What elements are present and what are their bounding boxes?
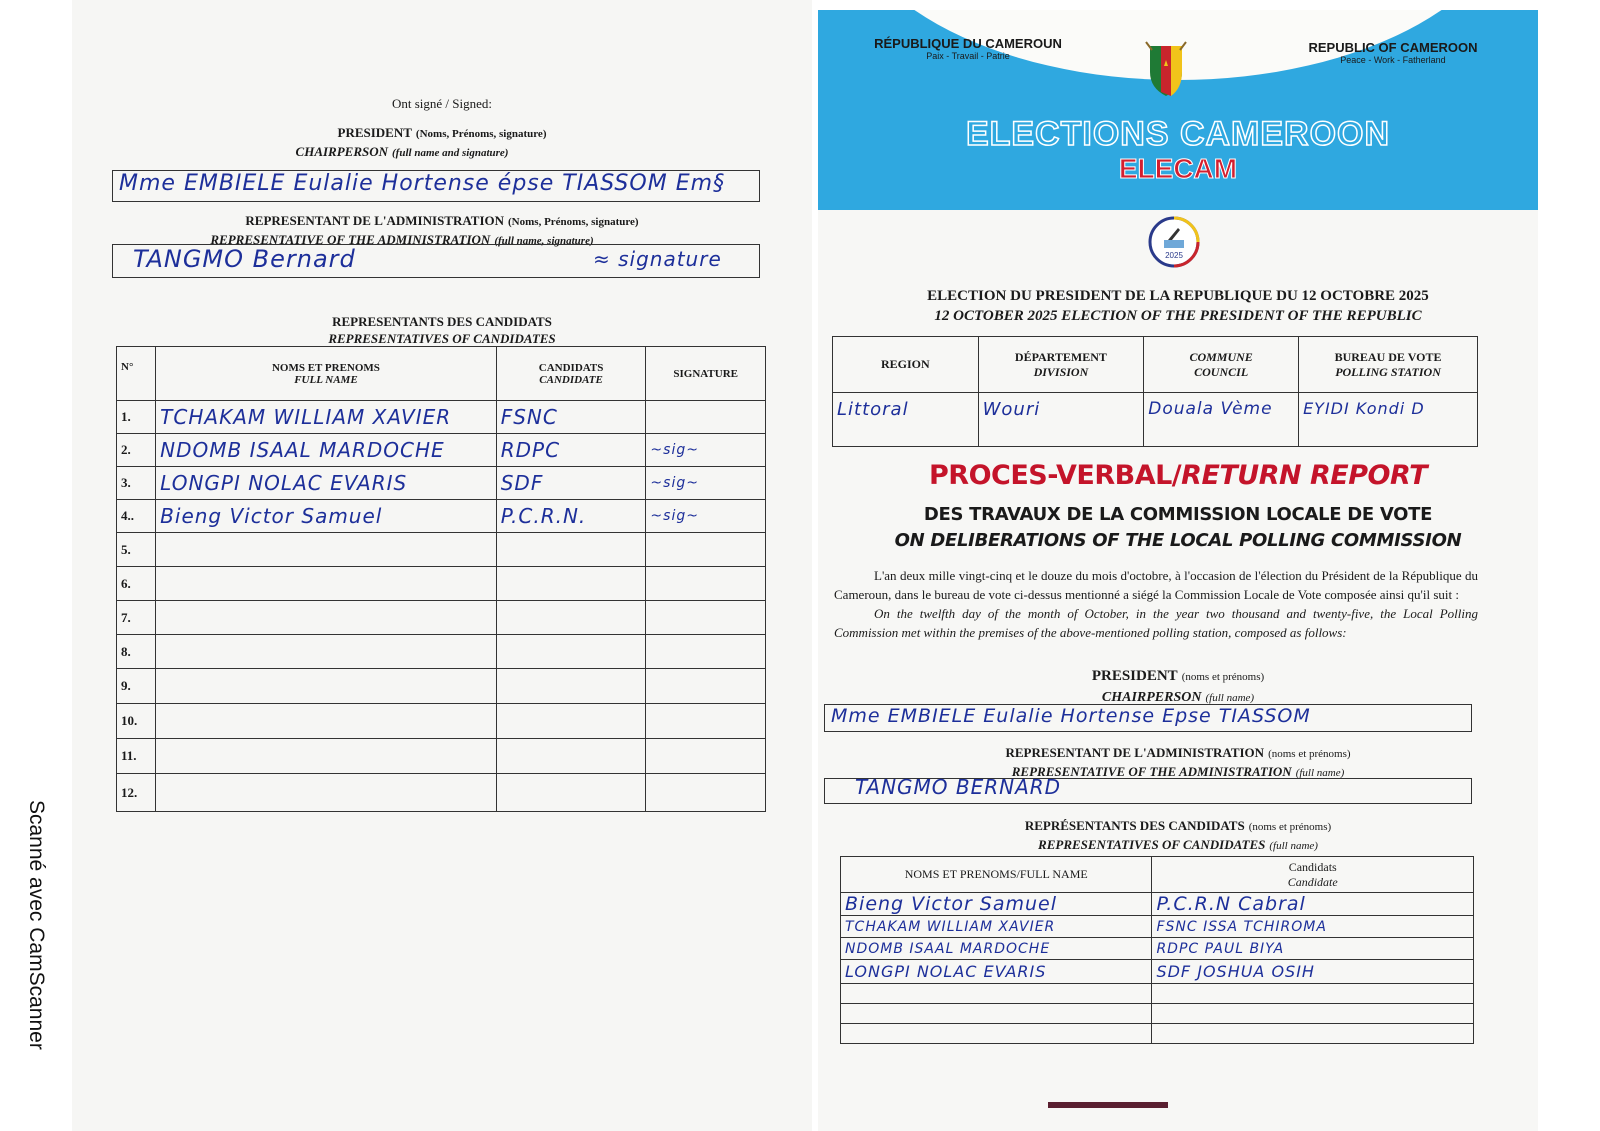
republic-en: REPUBLIC OF CAMEROON Peace - Work - Fatherland — [1308, 40, 1478, 65]
admin-rep-label: REPRESENTANT DE L'ADMINISTRATION (noms et prénoms) REPRESENTATIVE OF THE ADMINISTRATION (full name) — [1005, 745, 1351, 779]
candidate-cell[interactable] — [496, 635, 646, 669]
candidate-cell[interactable] — [496, 601, 646, 635]
signature-cell[interactable] — [646, 635, 766, 669]
signature-cell[interactable]: ~sig~ — [646, 434, 766, 467]
rep-name-cell[interactable] — [841, 1024, 1152, 1044]
table-row: 12. — [117, 774, 766, 812]
signature-cell[interactable] — [646, 601, 766, 635]
candidate-cell[interactable] — [496, 533, 646, 567]
table-row — [841, 1024, 1474, 1044]
table-row: 5. — [117, 533, 766, 567]
signature-cell[interactable] — [646, 774, 766, 812]
signature-cell[interactable] — [646, 669, 766, 704]
org-name: ELECTIONS CAMEROON — [965, 115, 1391, 153]
signature-cell[interactable] — [646, 401, 766, 434]
report-subtitle-en: ON DELIBERATIONS OF THE LOCAL POLLING COMMISSION — [894, 530, 1462, 551]
signature-cell[interactable] — [646, 739, 766, 774]
table-row: 2. NDOMB ISAAL MARDOCHE RDPC ~sig~ — [117, 434, 766, 467]
candidate-reps-heading: REPRESENTANTS DES CANDIDATS REPRESENTATIVES OF CANDIDATES — [328, 314, 556, 346]
table-row — [841, 960, 1474, 984]
signed-heading: Ont signé / Signed: — [391, 96, 493, 111]
table-row — [841, 938, 1474, 960]
candidate-cell[interactable] — [496, 739, 646, 774]
table-row — [841, 1004, 1474, 1024]
president-label: PRESIDENT (Noms, Prénoms, signature) CHAIRPERSON (full name and signature) — [295, 125, 547, 159]
candidate-cell[interactable] — [1152, 1024, 1474, 1044]
table-row: 6. — [117, 567, 766, 601]
administration-label: REPRESENTANT DE L'ADMINISTRATION (Noms, Prénoms, signature) REPRESENTATIVE OF THE ADMINISTRATION (full name, signature) — [210, 213, 639, 247]
council-field[interactable]: Douala Vème — [1144, 393, 1299, 447]
table-row — [841, 984, 1474, 1004]
table-row — [841, 916, 1474, 938]
signature-cell[interactable] — [646, 533, 766, 567]
table-row: 1. TCHAKAM WILLIAM XAVIER FSNC — [117, 401, 766, 434]
candidate-reps-table-right — [840, 856, 1474, 1044]
page-edge-mark — [1048, 1102, 1168, 1108]
table-row: 3. LONGPI NOLAC EVARIS SDF ~sig~ — [117, 467, 766, 500]
signature-cell[interactable] — [646, 567, 766, 601]
republic-fr: RÉPUBLIQUE DU CAMEROUN Paix - Travail - Patrie — [874, 36, 1062, 61]
rep-name-cell[interactable]: NDOMB ISAAL MARDOCHE — [841, 938, 1152, 960]
candidate-cell[interactable] — [496, 774, 646, 812]
org-acronym: ELECAM — [1118, 153, 1238, 184]
candidate-cell[interactable]: FSNC ISSA TCHIROMA — [1152, 916, 1474, 938]
candidate-cell[interactable]: P.C.R.N Cabral — [1152, 893, 1474, 916]
table-row — [841, 893, 1474, 916]
candidate-cell[interactable]: SDF — [496, 467, 646, 500]
candidate-cell[interactable]: P.C.R.N. — [496, 500, 646, 533]
rep-name-cell[interactable] — [156, 774, 497, 812]
division-field[interactable]: Wouri — [978, 393, 1144, 447]
candidate-cell[interactable] — [496, 669, 646, 704]
candidate-reps-heading-right: REPRÉSENTANTS DES CANDIDATS (noms et prénoms) REPRESENTATIVES OF CANDIDATES (full name) — [1024, 818, 1332, 852]
region-field[interactable]: Littoral — [833, 393, 979, 447]
location-header-row: REGION DÉPARTEMENT DIVISION COMMUNE COUNCIL BUREAU DE VOTE POLLING STATION — [833, 337, 1478, 393]
rep-name-cell[interactable]: LONGPI NOLAC EVARIS — [841, 960, 1152, 984]
election-2025-seal-icon — [1148, 216, 1200, 268]
table-header-row: N° NOMS ET PRENOMS FULL NAME CANDIDATS CANDIDATE SIGNATURE — [117, 347, 766, 401]
report-subtitle-fr: DES TRAVAUX DE LA COMMISSION LOCALE DE VOTE — [923, 504, 1433, 525]
candidate-reps-table — [116, 346, 766, 812]
intro-paragraph: L'an deux mille vingt-cinq et le douze du mois d'octobre, à l'occasion de l'élection du Président de la République du Cameroun, dans le bureau de vote ci-dessus mentionné a siégé la Commission Locale de Vote composée ainsi qu'il suit : On the twelfth day of the month of October, in the year two thousand and twenty-five, the Local Polling Commission met within the premises of the above-mentioned polling station, composed as follows: — [834, 568, 1478, 640]
table-row: 4.. Bieng Victor Samuel P.C.R.N. ~sig~ — [117, 500, 766, 533]
report-title: PROCES-VERBAL/RETURN REPORT — [929, 460, 1427, 491]
signature-scribble: ≈ signature — [593, 247, 722, 271]
rep-name-cell[interactable] — [156, 635, 497, 669]
candidate-cell[interactable] — [496, 567, 646, 601]
rep-name-cell[interactable] — [156, 567, 497, 601]
chairperson-label: PRESIDENT (noms et prénoms) CHAIRPERSON (full name) — [1091, 668, 1265, 705]
rep-name-cell[interactable]: LONGPI NOLAC EVARIS — [156, 467, 497, 500]
location-table — [832, 336, 1478, 447]
signatures-page — [72, 0, 812, 1131]
rep-name-cell[interactable]: TCHAKAM WILLIAM XAVIER — [841, 916, 1152, 938]
rep-name-cell[interactable] — [841, 1004, 1152, 1024]
rep-name-cell[interactable] — [156, 739, 497, 774]
admin-rep-name-field[interactable]: TANGMO BERNARD — [824, 778, 1472, 804]
coat-of-arms-icon — [1144, 38, 1188, 98]
signature-cell[interactable] — [646, 704, 766, 739]
rep-name-cell[interactable] — [156, 669, 497, 704]
rep-name-cell[interactable] — [156, 533, 497, 567]
table-header-row: NOMS ET PRENOMS/FULL NAME Candidats Candidate — [841, 857, 1474, 893]
candidate-cell[interactable] — [1152, 1004, 1474, 1024]
election-title: ELECTION DU PRESIDENT DE LA REPUBLIQUE DU 12 OCTOBRE 2025 12 OCTOBER 2025 ELECTION OF THE PRESIDENT OF THE REPUBLIC — [927, 288, 1429, 324]
return-report-page — [818, 10, 1538, 1131]
candidate-cell[interactable] — [1152, 984, 1474, 1004]
table-row: 7. — [117, 601, 766, 635]
polling-station-field[interactable]: EYIDI Kondi D — [1299, 393, 1478, 447]
candidate-cell[interactable]: SDF JOSHUA OSIH — [1152, 960, 1474, 984]
rep-name-cell[interactable]: Bieng Victor Samuel — [841, 893, 1152, 916]
candidate-cell[interactable]: RDPC PAUL BIYA — [1152, 938, 1474, 960]
elecam-banner — [818, 10, 1538, 210]
svg-text:2025: 2025 — [1165, 251, 1183, 260]
candidate-cell[interactable] — [496, 704, 646, 739]
table-row: 9. — [117, 669, 766, 704]
table-row: 10. — [117, 704, 766, 739]
rep-name-cell[interactable]: Bieng Victor Samuel — [156, 500, 497, 533]
location-values-row — [833, 393, 1478, 447]
rep-name-cell[interactable]: TCHAKAM WILLIAM XAVIER — [156, 401, 497, 434]
rep-name-cell[interactable] — [156, 704, 497, 739]
candidate-cell[interactable]: RDPC — [496, 434, 646, 467]
scanner-watermark: Scanné avec CamScanner — [25, 800, 48, 1050]
president-name-field[interactable]: Mme EMBIELE Eulalie Hortense épse TIASSOM Em§ — [112, 170, 760, 202]
rep-name-cell[interactable] — [841, 984, 1152, 1004]
administration-name-field[interactable]: TANGMO Bernard ≈ signature — [112, 244, 760, 278]
table-row: 11. — [117, 739, 766, 774]
rep-name-cell[interactable] — [156, 601, 497, 635]
signature-cell[interactable]: ~sig~ — [646, 467, 766, 500]
candidate-cell[interactable]: FSNC — [496, 401, 646, 434]
signature-cell[interactable]: ~sig~ — [646, 500, 766, 533]
rep-name-cell[interactable]: NDOMB ISAAL MARDOCHE — [156, 434, 497, 467]
table-row: 8. — [117, 635, 766, 669]
chairperson-name-field[interactable]: Mme EMBIELE Eulalie Hortense Epse TIASSOM — [824, 704, 1472, 732]
